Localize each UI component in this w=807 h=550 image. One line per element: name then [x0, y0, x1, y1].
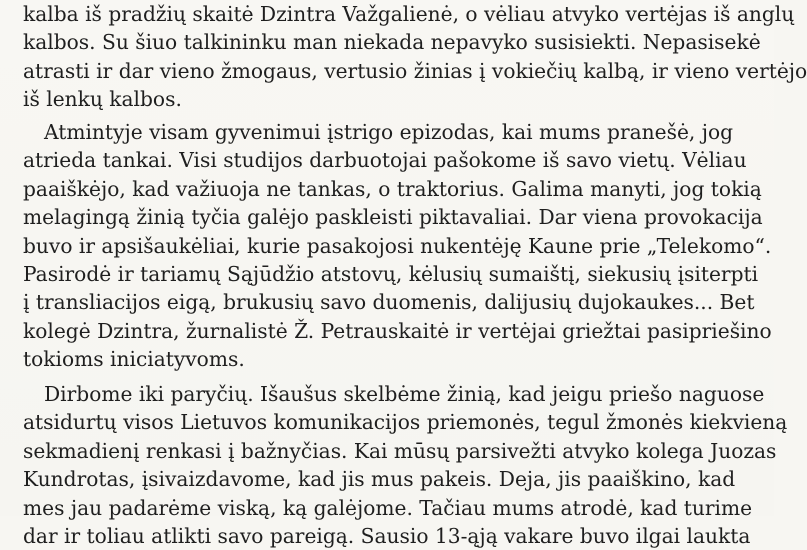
- paragraph-line: kolegė Dzintra, žurnalistė Ž. Petrauskaitė ir vertėjai griežtai pasipriešino: [23, 318, 772, 343]
- paragraph-line: kalba iš pradžių skaitė Dzintra Važgalienė, o vėliau atvyko vertėjas iš anglų: [23, 2, 795, 26]
- paragraph-line: Pasirodė ir tariamų Sąjūdžio atstovų, kėlusių sumaištį, siekusių įsiterpti: [23, 262, 759, 286]
- paragraph-line: dar ir toliau atlikti savo pareigą. Sausio 13-ąją vakare buvo ilgai laukta: [23, 524, 751, 548]
- paragraph-line: Atmintyje visam gyvenimui įstrigo epizodas, kai mums pranešė, jog: [44, 120, 734, 144]
- paragraph-line: paaiškėjo, kad važiuoja ne tankas, o traktorius. Galima manyti, jog tokią: [23, 176, 762, 201]
- paragraph-line: sekmadienį renkasi į bažnyčias. Kai mūsų parsivežti atvyko kolega Juozas: [23, 438, 777, 463]
- paragraph-line: į transliacijos eigą, brukusių savo duomenis, dalijusių dujokaukes... Bet: [23, 290, 755, 315]
- paragraph-line: iš lenkų kalbos.: [23, 87, 182, 112]
- paragraph-line: mes jau padarėme viską, ką galėjome. Tačiau mums atrodė, kad turime: [23, 495, 753, 520]
- paragraph-line: melagingą žinią tyčia galėjo paskleisti piktavaliai. Dar viena provokacija: [23, 205, 763, 230]
- paragraph-line: Kundrotas, įsivaizdavome, kad jis mus pakeis. Deja, jis paaiškino, kad: [23, 467, 736, 492]
- paragraph-line: Dirbome iki paryčių. Išaušus skelbėme žinią, kad jeigu priešo naguose: [44, 382, 765, 406]
- paragraph-line: atrasti ir dar vieno žmogaus, vertusio žinias į vokiečių kalbą, ir vieno vertėjo: [23, 58, 807, 83]
- paragraph-line: atsidurtų visos Lietuvos komunikacijos priemonės, tegul žmonės kiekvieną: [23, 410, 788, 435]
- paragraph-line: atrieda tankai. Visi studijos darbuotojai pašokome iš savo vietų. Vėliau: [23, 148, 747, 173]
- paragraph-line: buvo ir apsišaukėliai, kurie pasakojosi nukentėję Kaune prie „Telekomo“.: [23, 233, 772, 258]
- paragraph-line: tokioms iniciatyvoms.: [23, 347, 245, 372]
- paragraph-line: kalbos. Su šiuo talkininku man niekada nepavyko susisiekti. Nepasisekė: [23, 30, 761, 55]
